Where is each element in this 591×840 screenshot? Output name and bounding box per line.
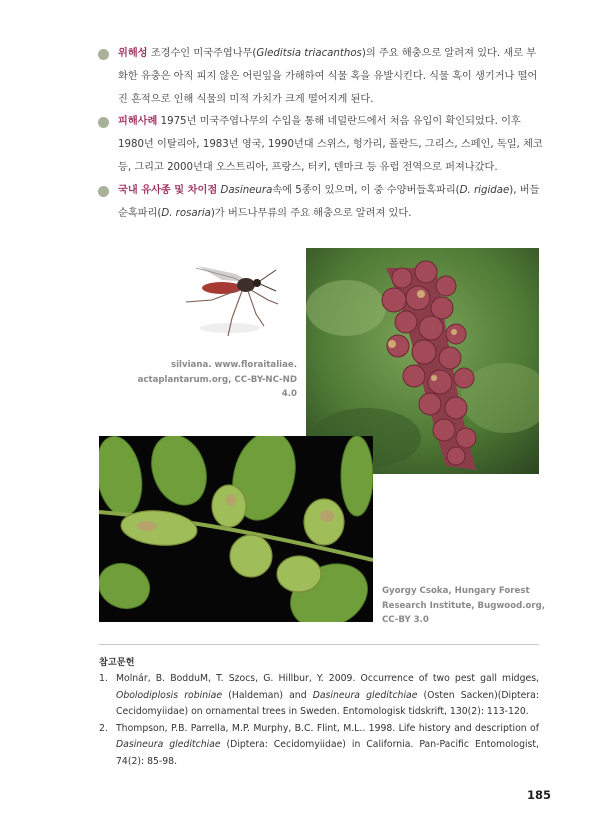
text-run: ), 버들순혹파리( bbox=[118, 184, 540, 219]
bullet-risk bbox=[96, 43, 544, 111]
references-section bbox=[99, 644, 539, 771]
text-run: Molnár, B. BodduM, T. Szocs, G. Hillbur, Y. 2009. Occurrence of two pest gall midges, bbox=[116, 673, 539, 684]
italic-text: Obolodiplosis robiniae bbox=[116, 689, 223, 701]
page-number: 185 bbox=[527, 788, 552, 802]
text-run: )의 주요 해충으로 알려져 있다. 새로 부화한 유충은 아직 피지 않은 어린잎을 가해하여 식물 혹을 유발시킨다. 식물 혹이 생기거나 떨어진 흔적으로 인해 식물의 미적 가치가 크게 떨어지게 된다. bbox=[118, 48, 538, 105]
bullet-damage-cases bbox=[96, 111, 544, 179]
italic-text: Dasineura gleditchiae bbox=[312, 689, 418, 701]
text-run: )가 버드나무류의 주요 해충으로 알려져 있다. bbox=[210, 207, 412, 219]
reference-number: 1. bbox=[99, 673, 108, 684]
italic-text: D. rosaria bbox=[161, 207, 211, 219]
leaf-gall-photo bbox=[99, 436, 373, 622]
midge-image bbox=[176, 256, 284, 346]
italic-text: D. rigidae bbox=[459, 184, 510, 196]
bullet-dot-icon bbox=[98, 49, 109, 60]
caption-line: Gyorgy Csoka, Hungary Forest bbox=[382, 586, 530, 596]
text-run: (Osten Sacken)(Diptera: Cecidomyiidae) on ornamental trees in Sweden. Entomologisk tidskrift, 130(2): 113-120. bbox=[116, 689, 539, 718]
references-title: 참고문헌 bbox=[99, 657, 135, 668]
text-run: 속에 5종이 있으며, 이 중 수양버들혹파리( bbox=[272, 184, 460, 196]
reference-item bbox=[99, 671, 539, 721]
bullet-text bbox=[118, 116, 543, 173]
photo-credit-bottom bbox=[382, 584, 552, 628]
italic-text: Dasineura gleditchiae bbox=[116, 739, 221, 751]
reference-number: 2. bbox=[99, 722, 108, 734]
caption-line: silviana. www.floraitaliae. bbox=[170, 360, 297, 370]
leaf-gall-image bbox=[99, 436, 373, 622]
caption-line: Research Institute, Bugwood.org, bbox=[382, 600, 546, 611]
bullet-text bbox=[118, 48, 537, 105]
reference-item bbox=[99, 721, 539, 771]
bullet-keyword: 국내 유사종 및 차이점 bbox=[118, 184, 218, 196]
bullet-dot-icon bbox=[98, 117, 109, 128]
text-run: (Haldeman) and bbox=[222, 689, 313, 701]
reference-text bbox=[116, 723, 539, 767]
caption-line: actaplantarum.org, CC-BY-NC-ND 4.0 bbox=[137, 374, 297, 399]
photo-credit-top bbox=[120, 358, 297, 402]
italic-text: Dasineura bbox=[220, 184, 273, 196]
bullet-list bbox=[96, 43, 544, 225]
caption-line: CC-BY 3.0 bbox=[382, 615, 429, 625]
bullet-keyword: 피해사례 bbox=[118, 116, 158, 128]
text-run: 1975년 미국주엽나무의 수입을 통해 네덜란드에서 처음 유입이 확인되었다. 이후 1980년 이탈리아, 1983년 영국, 1990년대 스위스, 헝가리, 폴란드, 그리스, 스페인, 독일, 체코 등, 그리고 2000년대 오스트리아, 프랑스, 터키, 덴마크 등 유럽 전역으로 퍼져나갔다. bbox=[118, 116, 543, 173]
reference-text bbox=[116, 673, 539, 717]
midge-photo bbox=[176, 256, 284, 346]
bullet-similar-species bbox=[96, 180, 544, 226]
bullet-keyword: 위해성 bbox=[118, 48, 148, 59]
italic-text: Gleditsia triacanthos bbox=[256, 48, 362, 59]
bullet-dot-icon bbox=[98, 186, 109, 197]
text-run: 조경수인 미국주엽나무( bbox=[147, 48, 257, 59]
text-run: (Diptera: Cecidomyiidae) in California. Pan-Pacific Entomologist, 74(2): 85-98. bbox=[116, 739, 539, 767]
text-run: Thompson, P.B. Parrella, M.P. Murphy, B.C. Flint, M.L.. 1998. Life history and description of bbox=[116, 722, 539, 734]
